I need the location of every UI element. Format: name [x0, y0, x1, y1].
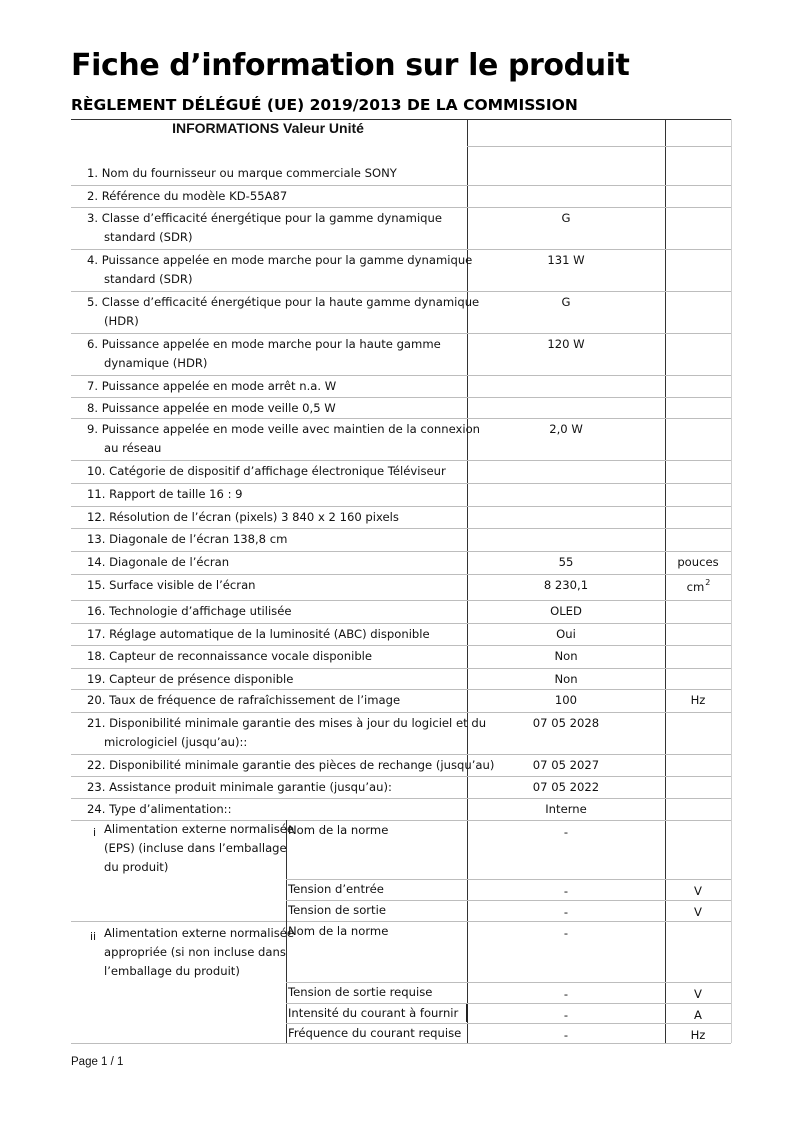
row-label: 17. Réglage automatique de la luminosité (ABC) disponible	[87, 627, 430, 641]
row-label: 14. Diagonale de l’écran	[87, 555, 230, 569]
row-divider	[71, 375, 731, 376]
row-value: Oui	[556, 627, 576, 641]
eps-description: du produit)	[104, 860, 169, 874]
row-unit	[665, 691, 731, 710]
table-header: INFORMATIONS Valeur Unité	[172, 120, 364, 136]
row-divider	[71, 460, 731, 461]
row-label: 18. Capteur de reconnaissance vocale disponible	[87, 649, 373, 663]
eps-sub-value: -	[563, 825, 569, 839]
eps-sub-label: Tension de sortie	[288, 903, 386, 917]
eps-sub-label: Nom de la norme	[288, 924, 389, 938]
row-divider	[71, 600, 731, 601]
row-divider	[71, 249, 731, 250]
eps-sub-unit: V	[694, 987, 702, 1001]
row-divider	[71, 291, 731, 292]
column-divider	[731, 119, 732, 1043]
row-divider	[71, 397, 731, 398]
row-divider	[71, 528, 731, 529]
eps-sub-value: -	[563, 987, 569, 1001]
row-unit	[665, 553, 731, 572]
eps-sub-value: -	[563, 1008, 569, 1022]
eps-sub-unit: Hz	[690, 1028, 706, 1042]
row-label: 10. Catégorie de dispositif d’affichage électronique Téléviseur	[87, 464, 446, 478]
unit-text: cm	[686, 580, 705, 594]
eps-description: Alimentation externe normalisée	[104, 822, 295, 836]
row-divider	[71, 689, 731, 690]
eps-sub-label: Tension de sortie requise	[288, 985, 433, 999]
row-label: 5. Classe d’efficacité énergétique pour la haute gamme dynamique	[87, 295, 480, 309]
row-divider	[71, 921, 731, 922]
row-divider	[71, 551, 731, 552]
row-label: 15. Surface visible de l’écran	[87, 578, 256, 592]
row-divider	[71, 185, 731, 186]
row-label: 8. Puissance appelée en mode veille 0,5 W	[87, 401, 336, 415]
eps-sub-value: -	[563, 884, 569, 898]
row-divider	[71, 418, 731, 419]
row-value: Non	[554, 672, 578, 686]
unit-text: Hz	[690, 693, 706, 707]
row-label-continuation: standard (SDR)	[104, 272, 193, 286]
row-divider	[71, 483, 731, 484]
row-value: 2,0 W	[549, 422, 583, 436]
page-subtitle: RÈGLEMENT DÉLÉGUÉ (UE) 2019/2013 DE LA COMMISSION	[71, 96, 578, 114]
row-value: 07 05 2022	[532, 780, 600, 794]
eps-sub-label: Fréquence du courant requise	[288, 1026, 462, 1040]
row-value: 55	[558, 555, 574, 569]
row-label-continuation: micrologiciel (jusqu’au)::	[104, 735, 248, 749]
row-value: G	[561, 211, 571, 225]
eps-description: l’emballage du produit)	[104, 964, 240, 978]
row-label: 1. Nom du fournisseur ou marque commerciale SONY	[87, 166, 397, 180]
row-label: 23. Assistance produit minimale garantie (jusqu’au):	[87, 780, 392, 794]
row-label: 20. Taux de fréquence de rafraîchissement de l’image	[87, 693, 401, 707]
row-label: 4. Puissance appelée en mode marche pour la gamme dynamique	[87, 253, 473, 267]
eps-sub-unit: A	[694, 1008, 702, 1022]
eps-sub-value: -	[563, 905, 569, 919]
row-label: 3. Classe d’efficacité énergétique pour la gamme dynamique	[87, 211, 443, 225]
row-value: G	[561, 295, 571, 309]
row-label-continuation: (HDR)	[104, 314, 139, 328]
row-label: 16. Technologie d’affichage utilisée	[87, 604, 292, 618]
eps-sub-unit: V	[694, 884, 702, 898]
row-divider	[71, 776, 731, 777]
eps-sub-unit: V	[694, 905, 702, 919]
row-divider	[71, 798, 731, 799]
row-divider	[71, 712, 731, 713]
row-label-continuation: dynamique (HDR)	[104, 356, 208, 370]
row-label: 19. Capteur de présence disponible	[87, 672, 294, 686]
eps-sub-value: -	[563, 1028, 569, 1042]
row-divider	[71, 645, 731, 646]
cell-edge-mark	[466, 1004, 468, 1022]
row-label: 12. Résolution de l’écran (pixels) 3 840 x 2 160 pixels	[87, 510, 399, 524]
eps-description: (EPS) (incluse dans l’emballage	[104, 841, 287, 855]
row-label: 9. Puissance appelée en mode veille avec maintien de la connexion	[87, 422, 481, 436]
eps-description: Alimentation externe normalisée	[104, 926, 295, 940]
row-divider	[71, 574, 731, 575]
row-label: 7. Puissance appelée en mode arrêt n.a. W	[87, 379, 337, 393]
row-divider	[71, 668, 731, 669]
eps-sub-label: Intensité du courant à fournir	[288, 1006, 459, 1020]
row-value: 07 05 2027	[532, 758, 600, 772]
row-label: 22. Disponibilité minimale garantie des pièces de rechange (jusqu’au)	[87, 758, 495, 772]
row-divider	[71, 119, 731, 120]
row-value: Non	[554, 649, 578, 663]
row-divider	[71, 754, 731, 755]
row-divider	[71, 1043, 731, 1044]
eps-marker: ii	[90, 930, 97, 943]
eps-sub-value: -	[563, 926, 569, 940]
eps-marker: i	[93, 826, 97, 839]
eps-description: appropriée (si non incluse dans	[104, 945, 286, 959]
row-label-continuation: standard (SDR)	[104, 230, 193, 244]
unit-text: pouces	[677, 555, 719, 569]
row-value: Interne	[545, 802, 587, 816]
row-value: 120 W	[547, 337, 585, 351]
row-label-continuation: au réseau	[104, 441, 162, 455]
row-value: OLED	[550, 604, 582, 618]
row-divider	[71, 207, 731, 208]
row-divider	[467, 146, 731, 147]
row-label: 6. Puissance appelée en mode marche pour la haute gamme	[87, 337, 441, 351]
row-label: 11. Rapport de taille 16 : 9	[87, 487, 243, 501]
row-value: 100	[554, 693, 578, 707]
row-unit	[665, 578, 731, 597]
row-label: 24. Type d’alimentation::	[87, 802, 232, 816]
row-value: 07 05 2028	[532, 716, 600, 730]
row-label: 21. Disponibilité minimale garantie des mises à jour du logiciel et du	[87, 716, 487, 730]
eps-sub-label: Tension d’entrée	[288, 882, 384, 896]
eps-sub-label: Nom de la norme	[288, 823, 389, 837]
row-value: 131 W	[547, 253, 585, 267]
unit-superscript: 2	[705, 578, 711, 587]
row-label: 13. Diagonale de l’écran 138,8 cm	[87, 532, 288, 546]
row-divider	[71, 333, 731, 334]
page-footer: Page 1 / 1	[71, 1056, 124, 1068]
row-divider	[71, 623, 731, 624]
row-label: 2. Référence du modèle KD-55A87	[87, 189, 288, 203]
row-value: 8 230,1	[543, 578, 589, 592]
row-divider	[71, 506, 731, 507]
page-title: Fiche d’information sur le produit	[71, 48, 630, 83]
